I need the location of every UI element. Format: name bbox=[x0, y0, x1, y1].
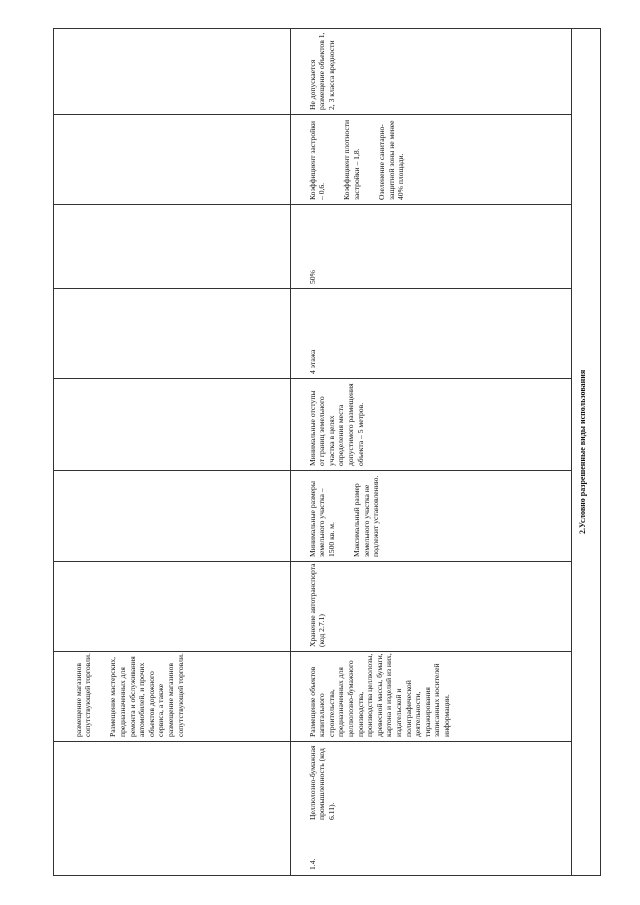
row-separator bbox=[290, 28, 291, 876]
row-number bbox=[298, 820, 333, 870]
coefficient-greening: Озеленение санитарно-защитной зоны не менее 40% площади. bbox=[377, 120, 406, 200]
zone-use-text: Целлюлозно-бумажная промышленность (код 6.11). bbox=[307, 745, 336, 820]
row-number-text: 1.4. bbox=[307, 858, 317, 870]
floors-text: 4 этажа bbox=[307, 349, 317, 374]
description-cell bbox=[298, 653, 467, 737]
column-separator bbox=[53, 470, 571, 471]
coefficient-coverage: Коэффициент застройки – 0,6. bbox=[307, 121, 327, 200]
column-separator bbox=[53, 651, 571, 652]
column-separator bbox=[53, 114, 571, 115]
section-caption: 2.Условно разрешенные виды использования bbox=[578, 369, 587, 534]
column-separator bbox=[53, 378, 571, 379]
floors-cell bbox=[298, 290, 333, 374]
auxiliary-use-cell bbox=[298, 563, 342, 647]
coverage-cell bbox=[298, 206, 333, 284]
plot-size-cell bbox=[298, 473, 396, 557]
continuation-permitted-uses bbox=[64, 653, 201, 737]
column-separator bbox=[53, 561, 571, 562]
row-separator bbox=[571, 28, 572, 876]
setbacks-cell bbox=[298, 382, 381, 466]
continuation-restriction bbox=[298, 32, 352, 110]
plot-size-max: Максимальный размер земельного участка не подлежит установлению. bbox=[351, 475, 381, 557]
coefficient-density: Коэффициент плотности застройки – 1,8. bbox=[342, 119, 361, 200]
plot-size-min: Минимальные размеры земельного участка – 1500 кв. м. bbox=[307, 481, 336, 557]
coverage-text: 50% bbox=[307, 270, 317, 284]
zone-use-cell bbox=[298, 740, 352, 820]
continuation-text-1: размещение магазинов сопутствующей торговли. bbox=[73, 653, 93, 737]
coefficients-cell bbox=[298, 116, 422, 200]
setbacks-text: Минимальные отступы от границ земельного участка в целях определения места допустимого размещения объекта – 5 метров. bbox=[307, 383, 365, 466]
continuation-text-2: Размещение мастерских, предназначенных для ремонта и обслуживания автомобилей, и прочих объектов дорожного сервиса, а также размещение магазинов сопутствующей торговли. bbox=[108, 653, 185, 737]
description-text: Размещение объектов капитального строительства, предназначенных для целлюлозно-бумажного производства, производства целлюлозы, древесной массы, бумаги, картона и изделий из них, издательской и полиграфической деятельности, тиражирования записанных носителей информации. bbox=[307, 653, 451, 737]
column-separator bbox=[53, 204, 571, 205]
column-separator bbox=[53, 288, 571, 289]
auxiliary-use-text: Хранение автотранспорта (код 2.7.1) bbox=[307, 563, 327, 647]
restriction-text: Не допускается размещение объектов 1, 2, 3 класса вредности bbox=[307, 32, 336, 110]
